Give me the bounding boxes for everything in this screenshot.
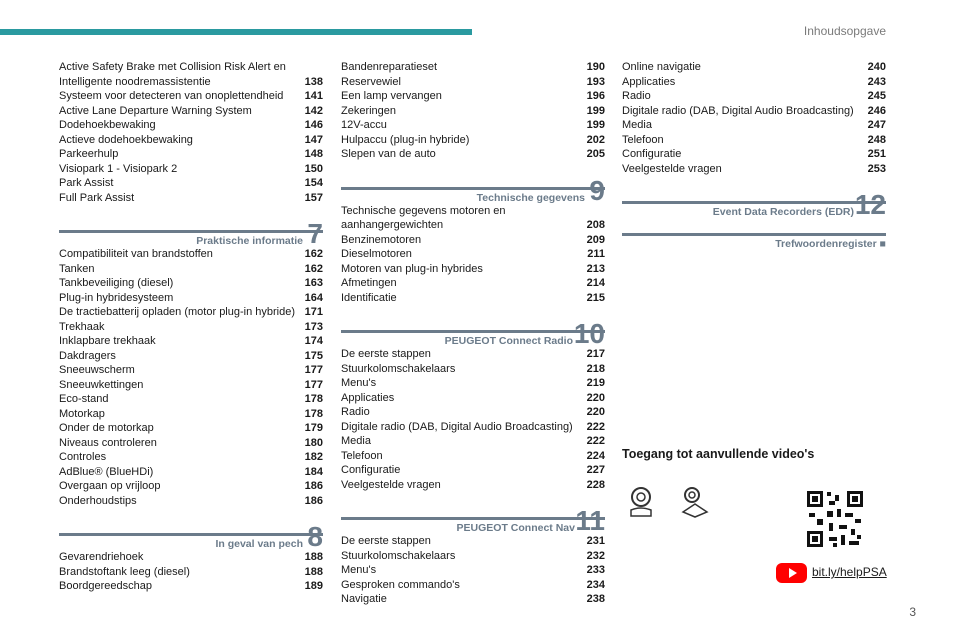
toc-entry[interactable]	[341, 276, 605, 291]
toc-entry-label: Navigatie	[341, 593, 387, 605]
section-rule	[341, 330, 605, 333]
toc-entry[interactable]	[341, 133, 605, 148]
toc-entry[interactable]	[59, 104, 323, 119]
toc-entry-label: Tankbeveiliging (diesel)	[59, 277, 174, 289]
toc-entry-label: Reservewiel	[341, 75, 401, 88]
toc-entry[interactable]	[341, 60, 605, 75]
toc-entry-page: 218	[586, 362, 605, 375]
toc-entry[interactable]	[341, 449, 605, 464]
qr-code	[805, 489, 865, 549]
toc-entry-page: 173	[304, 320, 323, 333]
toc-entry-page: 240	[867, 61, 886, 73]
toc-entry-label: Menu's	[341, 564, 377, 576]
toc-entry-page: 228	[586, 478, 605, 491]
section-header-8	[59, 522, 323, 550]
toc-entry-page: 150	[304, 162, 323, 175]
toc-entry[interactable]	[59, 378, 323, 393]
section-title: Praktische informatie	[196, 235, 303, 247]
section-header-9	[341, 176, 605, 204]
toc-entry[interactable]	[59, 133, 323, 148]
toc-entry[interactable]	[341, 376, 605, 391]
toc-entry[interactable]	[341, 147, 605, 162]
toc-column-2	[341, 60, 605, 607]
toc-entry-page: 171	[304, 306, 323, 318]
toc-entry-label: 12V-accu	[341, 119, 387, 131]
toc-entry[interactable]	[59, 479, 323, 494]
help-link[interactable]: bit.ly/helpPSA	[812, 565, 887, 579]
page-number: 3	[909, 605, 916, 619]
toc-entry-page: 178	[304, 407, 323, 420]
toc-entry-page: 164	[304, 291, 323, 304]
toc-entry-label: Veelgestelde vragen	[622, 162, 722, 175]
toc-entry-label: Motorkap	[59, 407, 105, 420]
toc-entry-page: 219	[586, 377, 605, 389]
toc-entry-label: Radio	[622, 90, 651, 102]
toc-list	[59, 247, 323, 508]
toc-entry-label: Bandenreparatieset	[341, 61, 438, 73]
video-service-icon[interactable]	[680, 486, 710, 520]
toc-entry-label: Tanken	[59, 262, 95, 275]
toc-entry[interactable]	[341, 118, 605, 133]
toc-list	[622, 60, 886, 176]
toc-entry[interactable]	[59, 363, 323, 378]
toc-entry-page: 247	[867, 119, 886, 131]
toc-entry[interactable]	[622, 104, 886, 119]
toc-entry[interactable]	[59, 550, 323, 565]
toc-entry-label: Technische gegevens motoren en aanhangergewichten	[341, 204, 506, 231]
toc-entry-page: 232	[586, 549, 605, 562]
toc-entry-page: 189	[304, 580, 323, 592]
toc-entry-page: 213	[586, 262, 605, 275]
toc-entry-page: 174	[304, 335, 323, 347]
toc-entry-label: Actieve dodehoekbewaking	[59, 133, 193, 146]
toc-entry-page: 196	[586, 90, 605, 102]
toc-entry-page: 193	[586, 75, 605, 88]
toc-entry[interactable]	[341, 291, 605, 306]
video-tire-icon[interactable]	[626, 486, 656, 520]
section-number: 11	[575, 505, 605, 536]
section-number: 10	[573, 318, 605, 349]
toc-entry[interactable]	[341, 89, 605, 104]
toc-entry-page: 141	[304, 90, 323, 102]
toc-entry-page: 220	[586, 391, 605, 404]
toc-entry-page: 180	[304, 436, 323, 449]
toc-entry-label: Active Safety Brake met Collision Risk Alert en Intelligente noodremassistentie	[59, 61, 286, 88]
toc-entry[interactable]	[341, 434, 605, 449]
toc-entry[interactable]	[59, 276, 323, 291]
toc-entry-page: 184	[304, 465, 323, 478]
toc-entry-label: Plug-in hybridesysteem	[59, 291, 174, 304]
toc-entry-page: 186	[304, 494, 323, 507]
section-number: 7	[307, 218, 323, 249]
toc-entry-page: 163	[304, 277, 323, 289]
toc-entry-page: 205	[586, 148, 605, 160]
toc-entry-page: 253	[867, 162, 886, 175]
toc-entry-page: 209	[586, 233, 605, 246]
toc-entry-label: Stuurkolomschakelaars	[341, 549, 456, 562]
section-header-11	[341, 506, 605, 534]
toc-entry-label: Boordgereedschap	[59, 580, 152, 592]
toc-entry-page: 224	[586, 449, 605, 462]
toc-entry-page: 215	[586, 291, 605, 304]
section-rule	[622, 233, 886, 236]
toc-entry-label: Compatibiliteit van brandstoffen	[59, 248, 213, 260]
toc-entry[interactable]	[622, 162, 886, 177]
toc-entry[interactable]	[341, 362, 605, 377]
toc-entry-page: 188	[304, 551, 323, 563]
section-header-7	[59, 219, 323, 247]
toc-entry-label: Veelgestelde vragen	[341, 478, 441, 491]
toc-entry[interactable]	[341, 478, 605, 493]
toc-entry-label: Slepen van de auto	[341, 148, 436, 160]
toc-entry[interactable]	[59, 191, 323, 206]
toc-entry-label: Visiopark 1 - Visiopark 2	[59, 162, 178, 175]
toc-entry[interactable]	[341, 592, 605, 607]
toc-entry[interactable]	[59, 579, 323, 594]
toc-entry-page: 238	[586, 593, 605, 605]
toc-entry-label: Eco-stand	[59, 393, 109, 405]
toc-entry-label: Park Assist	[59, 177, 114, 189]
toc-entry-label: Benzinemotoren	[341, 233, 422, 246]
toc-entry[interactable]	[341, 463, 605, 478]
toc-entry[interactable]	[59, 305, 323, 320]
toc-entry-page: 251	[867, 148, 886, 160]
toc-entry-page: 138	[304, 75, 323, 88]
toc-entry[interactable]	[59, 407, 323, 422]
toc-entry-label: Inklapbare trekhaak	[59, 335, 156, 347]
toc-entry-label: Zekeringen	[341, 104, 397, 117]
toc-entry-page: 222	[586, 435, 605, 447]
toc-entry-label: Brandstoftank leeg (diesel)	[59, 565, 190, 578]
toc-entry-label: Parkeerhulp	[59, 148, 119, 160]
toc-entry-label: Menu's	[341, 377, 377, 389]
toc-entry-label: De tractiebatterij opladen (motor plug-in hybride)	[59, 306, 296, 318]
toc-entry[interactable]	[622, 89, 886, 104]
toc-entry[interactable]	[59, 147, 323, 162]
toc-entry[interactable]	[622, 75, 886, 90]
toc-entry-page: 147	[304, 133, 323, 146]
toc-entry-label: Stuurkolomschakelaars	[341, 362, 456, 375]
toc-entry-label: Dodehoekbewaking	[59, 119, 156, 131]
toc-entry[interactable]	[341, 391, 605, 406]
toc-entry-page: 179	[304, 422, 323, 434]
toc-entry-page: 148	[304, 148, 323, 160]
toc-entry[interactable]	[59, 176, 323, 191]
toc-entry-label: Telefoon	[622, 133, 664, 146]
toc-entry-page: 175	[304, 349, 323, 362]
toc-entry-page: 202	[586, 133, 605, 146]
videos-heading: Toegang tot aanvullende video's	[622, 447, 815, 461]
toc-entry-label: De eerste stappen	[341, 348, 431, 360]
toc-entry[interactable]	[341, 247, 605, 262]
toc-entry[interactable]	[59, 392, 323, 407]
toc-entry[interactable]	[341, 405, 605, 420]
toc-entry-page: 211	[587, 248, 605, 260]
toc-entry-label: Onderhoudstips	[59, 494, 137, 507]
toc-entry-label: Identificatie	[341, 291, 397, 304]
toc-entry-page: 248	[867, 133, 886, 146]
toc-entry-label: Full Park Assist	[59, 191, 135, 204]
toc-entry[interactable]	[341, 563, 605, 578]
section-header-10	[341, 319, 605, 347]
toc-entry[interactable]	[341, 347, 605, 362]
toc-entry[interactable]	[59, 565, 323, 580]
toc-entry-label: Sneeuwscherm	[59, 364, 135, 376]
toc-list	[341, 204, 605, 306]
toc-entry-page: 208	[586, 219, 605, 231]
toc-entry-label: AdBlue® (BlueHDi)	[59, 465, 154, 478]
toc-entry-label: Afmetingen	[341, 277, 397, 289]
toc-entry[interactable]	[59, 320, 323, 335]
toc-entry-label: Onder de motorkap	[59, 422, 154, 434]
toc-entry-page: 199	[586, 119, 605, 131]
toc-entry-page: 157	[304, 191, 323, 204]
section-rule	[341, 187, 605, 190]
toc-entry-label: Dieselmotoren	[341, 248, 412, 260]
toc-entry[interactable]	[59, 291, 323, 306]
toc-list	[341, 534, 605, 607]
toc-entry-page: 154	[304, 177, 323, 189]
section-rule	[622, 201, 886, 204]
index-link[interactable]: Trefwoordenregister ■	[775, 238, 886, 250]
section-title: Event Data Recorders (EDR)	[712, 206, 854, 218]
toc-entry-page: 186	[304, 480, 323, 492]
toc-entry[interactable]	[341, 262, 605, 277]
toc-list	[59, 60, 323, 205]
toc-list	[341, 60, 605, 162]
toc-entry-label: Sneeuwkettingen	[59, 378, 144, 391]
toc-entry-label: Applicaties	[341, 391, 395, 404]
toc-entry-page: 217	[586, 348, 605, 360]
toc-entry-label: Trekhaak	[59, 320, 105, 333]
toc-entry-page: 162	[304, 262, 323, 275]
toc-entry-label: Radio	[341, 406, 370, 418]
toc-entry[interactable]	[59, 421, 323, 436]
toc-entry[interactable]	[59, 436, 323, 451]
section-header-12	[622, 190, 886, 218]
toc-entry-page: 190	[586, 61, 605, 73]
toc-entry-page: 231	[586, 535, 605, 547]
toc-entry[interactable]	[59, 262, 323, 277]
toc-entry[interactable]	[59, 89, 323, 104]
toc-entry-label: Motoren van plug-in hybrides	[341, 262, 483, 275]
toc-column-1	[59, 60, 323, 594]
toc-entry-label: Dakdragers	[59, 349, 116, 362]
toc-entry[interactable]	[59, 60, 323, 89]
toc-entry-page: 246	[867, 104, 886, 117]
toc-entry[interactable]	[59, 494, 323, 509]
toc-entry[interactable]	[59, 118, 323, 133]
toc-entry-label: Configuratie	[341, 464, 401, 476]
toc-entry[interactable]	[341, 549, 605, 564]
toc-entry[interactable]	[59, 349, 323, 364]
toc-entry-label: Controles	[59, 451, 107, 463]
section-number: 9	[589, 174, 605, 206]
toc-entry-page: 245	[867, 90, 886, 102]
section-title: Technische gegevens	[476, 191, 585, 204]
toc-entry-page: 178	[304, 393, 323, 405]
toc-entry-page: 234	[586, 578, 605, 591]
toc-entry-page: 177	[304, 364, 323, 376]
youtube-icon[interactable]	[776, 563, 807, 583]
toc-entry[interactable]	[341, 75, 605, 90]
toc-entry[interactable]	[59, 162, 323, 177]
toc-entry-label: Systeem voor detecteren van onoplettendheid	[59, 90, 284, 102]
toc-entry-page: 177	[304, 378, 323, 391]
toc-entry-label: Een lamp vervangen	[341, 90, 442, 102]
toc-entry[interactable]	[59, 450, 323, 465]
section-number: 8	[307, 521, 323, 552]
toc-entry-label: Telefoon	[341, 449, 383, 462]
section-number: 12	[854, 189, 886, 220]
toc-entry-page: 182	[304, 451, 323, 463]
section-rule	[341, 517, 605, 520]
toc-entry-page: 220	[586, 406, 605, 418]
toc-entry-label: Configuratie	[622, 148, 682, 160]
toc-entry[interactable]	[622, 118, 886, 133]
toc-entry-label: Niveaus controleren	[59, 436, 157, 449]
toc-list	[341, 347, 605, 492]
toc-entry-page: 162	[304, 248, 323, 260]
toc-entry-page: 188	[304, 565, 323, 578]
toc-entry-label: Gevarendriehoek	[59, 551, 144, 563]
toc-entry[interactable]	[59, 247, 323, 262]
toc-entry-page: 222	[586, 420, 605, 433]
toc-entry-page: 214	[586, 277, 605, 289]
toc-entry-label: Media	[622, 119, 652, 131]
toc-entry[interactable]	[622, 60, 886, 75]
toc-entry-page: 199	[586, 104, 605, 117]
toc-entry-label: Online navigatie	[622, 61, 701, 73]
toc-entry-label: Applicaties	[622, 75, 676, 88]
toc-entry[interactable]	[622, 147, 886, 162]
toc-entry-page: 233	[586, 564, 605, 576]
toc-entry-label: Media	[341, 435, 371, 447]
toc-entry[interactable]	[622, 133, 886, 148]
toc-entry[interactable]	[341, 204, 605, 233]
toc-entry[interactable]	[341, 233, 605, 248]
toc-entry[interactable]	[59, 334, 323, 349]
toc-entry[interactable]	[341, 104, 605, 119]
section-rule	[59, 230, 323, 233]
toc-entry-label: Overgaan op vrijloop	[59, 480, 161, 492]
section-title: In geval van pech	[215, 538, 303, 550]
toc-entry-page: 243	[867, 75, 886, 88]
toc-entry-page: 146	[304, 119, 323, 131]
toc-entry-label: Hulpaccu (plug-in hybride)	[341, 133, 470, 146]
toc-entry-page: 227	[586, 464, 605, 476]
toc-entry[interactable]	[341, 578, 605, 593]
toc-list	[59, 550, 323, 594]
toc-entry-label: Active Lane Departure Warning System	[59, 104, 252, 117]
section-title: PEUGEOT Connect Nav	[456, 522, 575, 534]
toc-entry[interactable]	[341, 420, 605, 435]
section-rule	[59, 533, 323, 536]
toc-entry-page: 142	[304, 104, 323, 117]
header-accent-bar	[0, 29, 472, 35]
section-title: PEUGEOT Connect Radio	[444, 335, 573, 347]
toc-entry-label: Digitale radio (DAB, Digital Audio Broadcasting)	[622, 104, 854, 117]
toc-entry[interactable]	[59, 465, 323, 480]
section-header-index	[622, 222, 886, 250]
toc-entry-label: Gesproken commando's	[341, 578, 460, 591]
toc-entry-label: Digitale radio (DAB, Digital Audio Broadcasting)	[341, 420, 573, 433]
page-title: Inhoudsopgave	[803, 24, 886, 38]
toc-entry[interactable]	[341, 534, 605, 549]
toc-column-3	[622, 60, 886, 250]
toc-entry-label: De eerste stappen	[341, 535, 431, 547]
